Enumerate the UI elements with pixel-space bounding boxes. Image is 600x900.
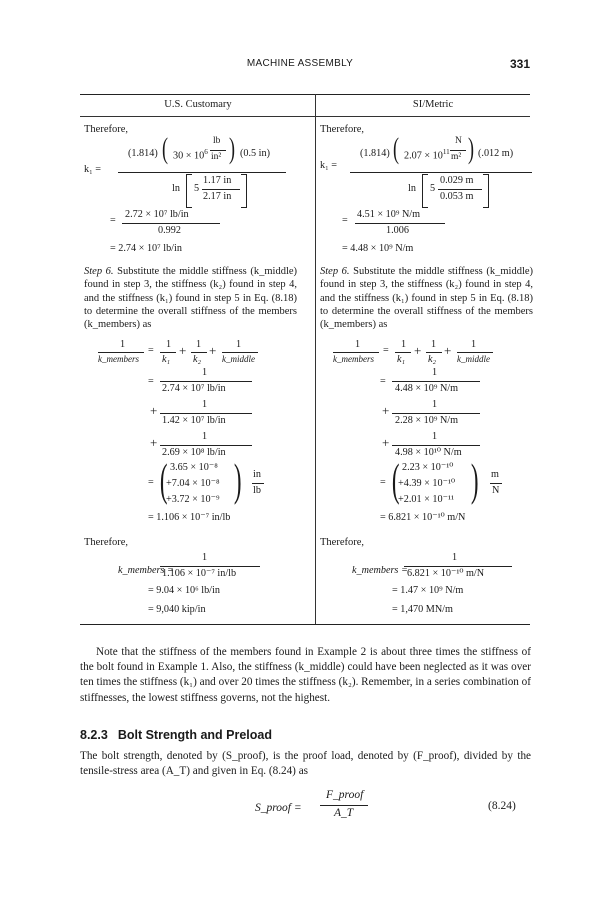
si-vec-unit-num: m — [491, 469, 499, 480]
us-k1-unit-den: in² — [211, 152, 222, 162]
us-k1-bracket-close — [241, 174, 247, 208]
us-step6-paragraph: Step 6. Substitute the middle stiffness (k_middle) found in step 3, the stiffness (k₂) found in step 4, and the stiffness (k₁) found in step 5 in Eq. (8.18) to determine the overall stiffness of the members (k_members) as — [84, 266, 298, 331]
us-k1-bracket-open — [186, 174, 192, 208]
si-k1-den-bar — [438, 189, 482, 190]
us-sum-t2-den: k₂ — [193, 354, 202, 365]
us-k1-den-num: 1.17 in — [203, 175, 232, 186]
us-km-bar — [160, 566, 260, 567]
si-k1-paren-close: ) — [468, 132, 474, 165]
us-sum-result: = 1.106 × 10⁻⁷ in/lb — [148, 512, 231, 523]
us-k1-fraction-bar — [118, 172, 286, 173]
si-sum-t2-num: 1 — [431, 339, 437, 350]
us-sum-t2-num: 1 — [196, 339, 202, 350]
us-vec-unit-den: lb — [253, 485, 261, 496]
us-sum-plus-2: + — [209, 343, 217, 358]
us-therefore-1: Therefore, — [84, 124, 129, 135]
table-bottom-rule — [80, 624, 530, 625]
si-k1-step2-bar — [355, 223, 445, 224]
si-k1-step2-eq: = — [342, 215, 348, 226]
us-km-num: 1 — [202, 552, 208, 563]
si-sub-t1-den: 4.48 × 10⁹ N/m — [395, 383, 459, 394]
si-sum-t1-den: k₁ — [397, 354, 406, 365]
si-sub-plus-1: + — [382, 403, 390, 418]
us-vec-paren-open: ( — [159, 454, 168, 505]
si-sum-eq: = — [383, 345, 389, 356]
us-sum-lhs-bar — [98, 352, 144, 353]
us-sub-eq: = — [148, 376, 154, 387]
si-sum-lhs-bar — [333, 352, 379, 353]
page-number: 331 — [509, 57, 530, 71]
eq-824-lhs: S_proof = — [255, 802, 302, 814]
si-sub-t2-num: 1 — [432, 399, 438, 410]
us-sum-t1-den: k₁ — [162, 354, 171, 365]
si-sum-plus-2: + — [444, 343, 452, 358]
eq-824-number: (8.24) — [488, 800, 516, 812]
us-sub-t2-den: 1.42 × 10⁷ lb/in — [162, 415, 226, 426]
us-k1-lhs: k₁ = — [84, 164, 101, 175]
us-vec-2: +7.04 × 10⁻⁸ — [166, 478, 220, 489]
us-k1-den-five: 5 — [194, 183, 200, 194]
us-k1-result: = 2.74 × 10⁷ lb/in — [110, 243, 182, 254]
us-sub-t3-bar — [160, 445, 252, 446]
us-k1-den-den: 2.17 in — [203, 191, 232, 202]
si-vec-3: +2.01 × 10⁻¹¹ — [398, 494, 455, 505]
si-k1-result: = 4.48 × 10⁹ N/m — [342, 243, 414, 254]
us-k1-step2-den: 0.992 — [158, 225, 181, 236]
us-sum-t2-bar — [191, 352, 207, 353]
us-sum-t1-bar — [160, 352, 176, 353]
si-sub-t1-num: 1 — [432, 367, 438, 378]
si-column-title: SI/Metric — [412, 99, 454, 110]
us-k1-step2-num: 2.72 × 10⁷ lb/in — [125, 209, 189, 220]
si-sub-t2-bar — [392, 413, 480, 414]
si-km-result-1: = 1.47 × 10⁹ N/m — [392, 585, 464, 596]
si-sum-t3-bar — [457, 352, 493, 353]
si-k1-num-tail: (.012 m) — [478, 148, 514, 159]
si-k1-unit-bar — [450, 150, 466, 151]
si-k1-bracket-open — [422, 174, 428, 208]
si-k1-lhs: k₁ = — [320, 160, 337, 171]
us-sum-eq: = — [148, 345, 154, 356]
us-sum-t1-num: 1 — [166, 339, 172, 350]
us-k1-paren-close: ) — [229, 132, 235, 165]
us-km-result-1: = 9.04 × 10⁶ lb/in — [148, 585, 220, 596]
us-k1-num-coef: (1.814) — [128, 148, 158, 159]
us-sum-plus-1: + — [179, 343, 187, 358]
us-sub-t2-num: 1 — [202, 399, 208, 410]
si-km-bar — [404, 566, 512, 567]
table-top-rule — [80, 94, 530, 95]
eq-824-num: F_proof — [326, 789, 364, 801]
si-km-den: 6.821 × 10⁻¹⁰ m/N — [407, 568, 485, 579]
si-vec-1: 2.23 × 10⁻¹⁰ — [402, 462, 454, 473]
si-k1-bracket-close — [483, 174, 489, 208]
si-sum-lhs-den: k_members — [333, 354, 374, 364]
us-column-title: U.S. Customary — [164, 99, 232, 110]
si-k1-fraction-bar — [350, 172, 532, 173]
si-vec-unit-den: N — [492, 485, 500, 496]
si-sum-lhs-num: 1 — [355, 339, 361, 350]
us-sum-lhs-num: 1 — [120, 339, 126, 350]
si-sub-eq: = — [380, 376, 386, 387]
si-sum-plus-1: + — [414, 343, 422, 358]
si-step6-paragraph: Step 6. Substitute the middle stiffness (k_middle) found in step 3, the stiffness (k₂) found in step 4, and the stiffness (k₁) found in step 5 in Eq. (8.18) to determine the overall stiffness of the members (k_members) as — [320, 266, 534, 331]
us-vec-eq: = — [148, 477, 154, 488]
si-k1-num-inner: $2.07 \times 10^{11}$ — [404, 148, 450, 162]
si-vec-eq: = — [380, 477, 386, 488]
us-sub-t2-bar — [160, 413, 252, 414]
si-vec-unit-bar — [490, 483, 502, 484]
us-vec-unit-bar — [252, 483, 264, 484]
us-k1-unit-num: lb — [213, 136, 221, 146]
si-sub-t1-bar — [392, 381, 480, 382]
us-km-lhs: k_members = — [118, 565, 174, 576]
si-vec-paren-close: ) — [470, 454, 479, 505]
si-k1-den-den: 0.053 m — [440, 191, 474, 202]
si-vec-2: +4.39 × 10⁻¹⁰ — [398, 478, 456, 489]
us-km-result-2: = 9,040 kip/in — [148, 604, 206, 615]
us-km-den: 1.106 × 10⁻⁷ in/lb — [162, 568, 237, 579]
si-sum-t1-bar — [395, 352, 411, 353]
si-km-result-2: = 1,470 MN/m — [392, 604, 453, 615]
si-sum-t2-bar — [426, 352, 442, 353]
us-sub-t3-den: 2.69 × 10⁸ lb/in — [162, 447, 226, 458]
us-k1-num-inner: $30 \times 10^6$ — [173, 148, 208, 162]
section-heading — [80, 728, 282, 742]
us-k1-paren-open: ( — [162, 132, 168, 165]
si-k1-num-coef: (1.814) — [360, 148, 390, 159]
table-header-rule — [80, 116, 530, 117]
us-k1-num-tail: (0.5 in) — [240, 148, 270, 159]
section-paragraph: The bolt strength, denoted by (S_proof), is the proof load, denoted by (F_proof), divided by the tensile-stress area (A_T) and given in Eq. (8.24) as — [80, 750, 531, 778]
us-k1-step2-bar — [122, 223, 220, 224]
us-vec-1: 3.65 × 10⁻⁸ — [170, 462, 218, 473]
si-k1-den-ln: ln — [408, 183, 416, 194]
si-k1-unit-num: N — [455, 136, 462, 146]
us-vec-paren-close: ) — [233, 454, 242, 505]
si-therefore-2: Therefore, — [320, 537, 365, 548]
us-vec-3: +3.72 × 10⁻⁹ — [166, 494, 220, 505]
si-sum-result: = 6.821 × 10⁻¹⁰ m/N — [380, 512, 466, 523]
us-therefore-2: Therefore, — [84, 537, 129, 548]
us-sum-lhs-den: k_members — [98, 354, 139, 364]
si-therefore-1: Therefore, — [320, 124, 365, 135]
note-paragraph: Note that the stiffness of the members found in Example 2 is about three times the stiffness of the bolt found in Example 1. Also, the stiffness (k_middle) could have been neglected as it was over ten times the stiffness (k₁) and over 20 times the stiffness (k₂). Remember, in a series combination of stiffnesses, the lowest stiffness governs, not the highest. — [80, 646, 531, 704]
us-k1-unit-bar — [210, 150, 226, 151]
si-k1-unit-den: m² — [451, 152, 462, 162]
us-k1-step2-eq: = — [110, 215, 116, 226]
si-sum-t3-num: 1 — [471, 339, 477, 350]
section-title: Bolt Strength and Preload — [117, 728, 272, 742]
table-column-divider — [315, 94, 316, 624]
us-k1-den-ln: ln — [172, 183, 180, 194]
eq-824-den: A_T — [334, 807, 354, 819]
us-sub-t1-bar — [160, 381, 252, 382]
us-sub-plus-2: + — [150, 435, 158, 450]
us-sum-t3-den: k_middle — [222, 354, 255, 364]
us-sub-plus-1: + — [150, 403, 158, 418]
si-sum-t1-num: 1 — [401, 339, 407, 350]
si-sub-t3-den: 4.98 × 10¹⁰ N/m — [395, 447, 462, 458]
us-sub-t1-num: 1 — [202, 367, 208, 378]
si-sub-t3-num: 1 — [432, 431, 438, 442]
running-header: MACHINE ASSEMBLY — [246, 58, 354, 69]
section-number: 8.2.3 — [80, 728, 108, 742]
si-sub-t3-bar — [392, 445, 480, 446]
si-vec-paren-open: ( — [391, 454, 400, 505]
us-sum-t3-bar — [222, 352, 258, 353]
us-sub-t3-num: 1 — [202, 431, 208, 442]
us-sum-t3-num: 1 — [236, 339, 242, 350]
si-sum-t2-den: k₂ — [428, 354, 437, 365]
si-k1-paren-open: ( — [393, 132, 399, 165]
si-k1-step2-num: 4.51 × 10⁹ N/m — [357, 209, 421, 220]
us-k1-den-bar — [202, 189, 240, 190]
si-sum-t3-den: k_middle — [457, 354, 490, 364]
eq-824-bar — [320, 805, 368, 806]
us-sub-t1-den: 2.74 × 10⁷ lb/in — [162, 383, 226, 394]
us-vec-unit-num: in — [253, 469, 261, 480]
si-k1-step2-den: 1.006 — [386, 225, 409, 236]
si-k1-den-num: 0.029 m — [440, 175, 474, 186]
si-k1-den-five: 5 — [430, 183, 436, 194]
si-km-lhs: k_members = — [352, 565, 408, 576]
si-sub-t2-den: 2.28 × 10⁹ N/m — [395, 415, 459, 426]
si-km-num: 1 — [452, 552, 458, 563]
si-sub-plus-2: + — [382, 435, 390, 450]
